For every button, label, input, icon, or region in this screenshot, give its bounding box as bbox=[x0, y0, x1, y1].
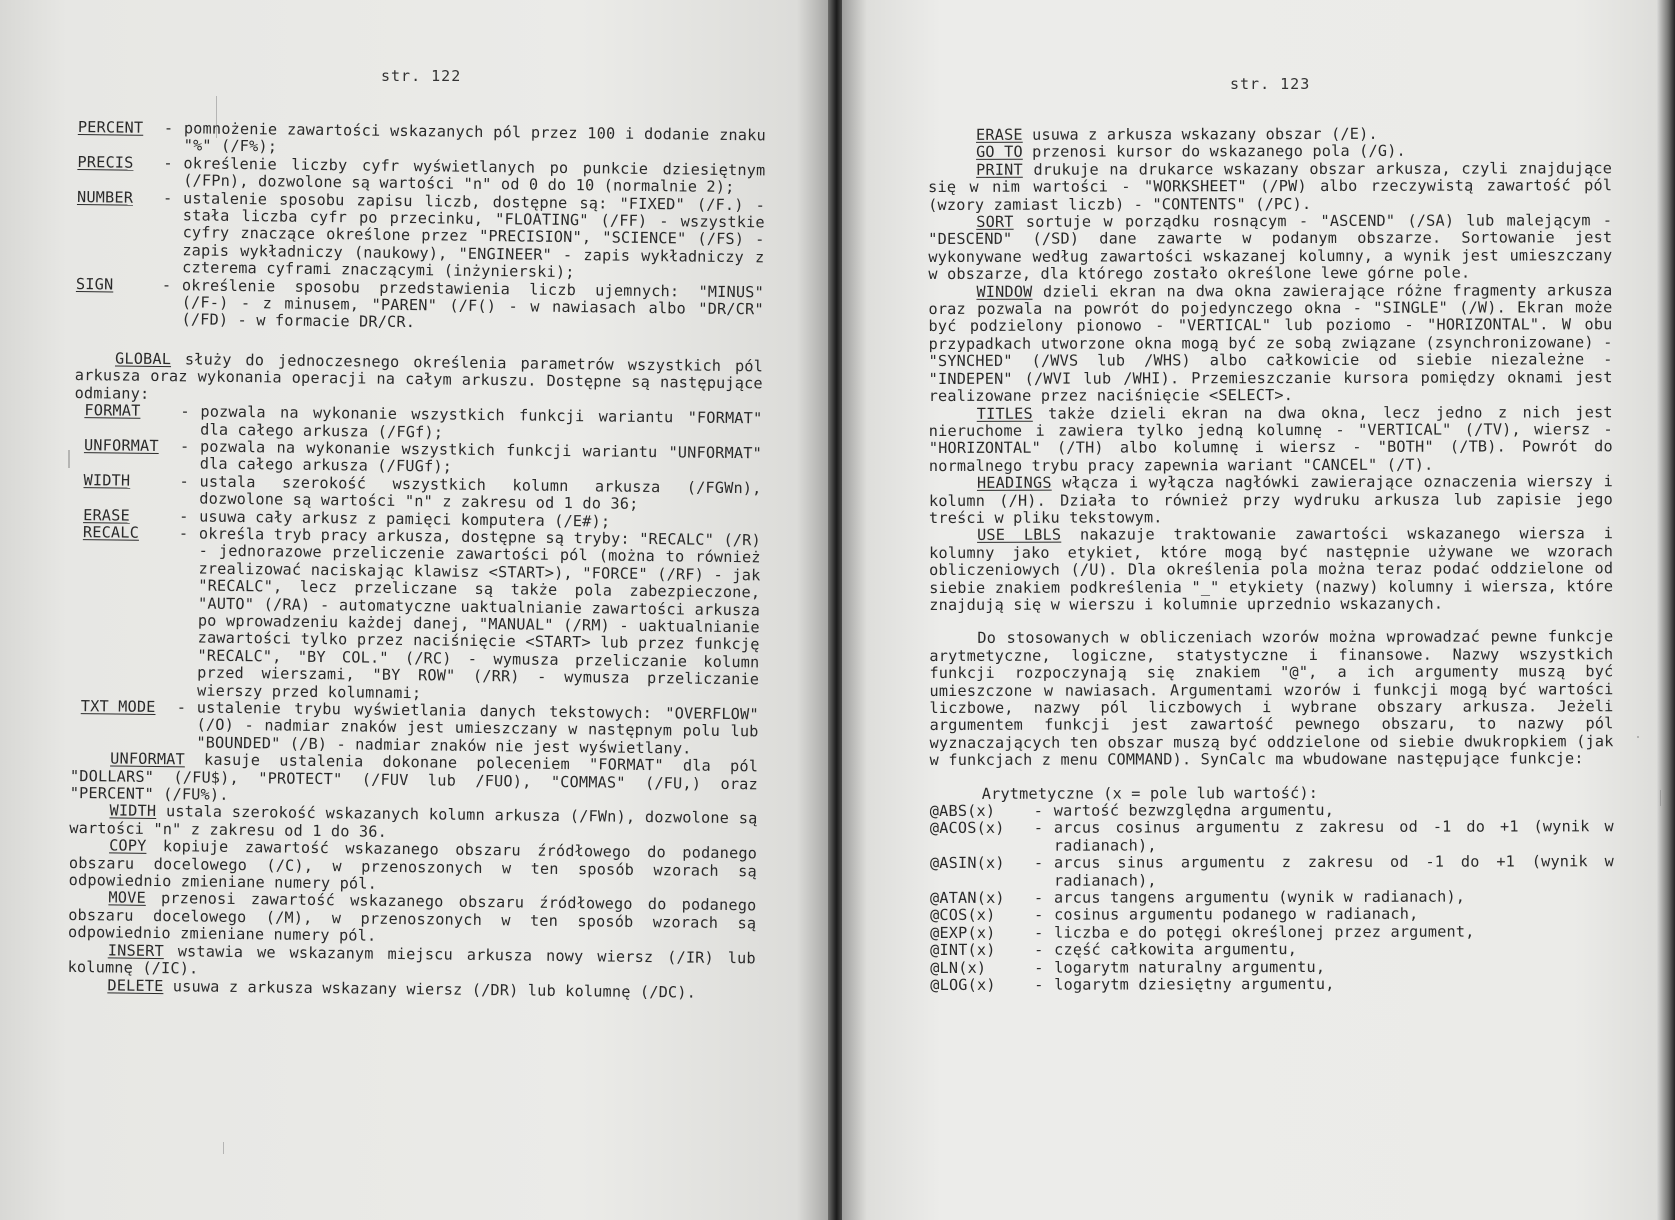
global-option-term: ERASE bbox=[83, 505, 130, 525]
function-description: logarytm dziesiętny argumentu, bbox=[1054, 975, 1335, 994]
global-option-description: pozwala na wykonanie wszystkich funkcji wariantu "FORMAT" dla całego arkusza (/FGf); bbox=[200, 402, 763, 441]
definition-term: PRECIS bbox=[77, 152, 134, 172]
dash: - bbox=[1034, 975, 1044, 994]
scan-mark bbox=[1637, 736, 1639, 738]
command-text: kasuje ustalenia dokonane poleceniem "FORMAT" dla pól "DOLLARS" (/FU$), "PROTECT" (/FUV lub /FUO), "COMMAS" (/FU,) oraz "PERCENT" (/FU%). bbox=[69, 750, 759, 804]
dash: - bbox=[1033, 819, 1044, 838]
global-option-row bbox=[81, 524, 761, 706]
definition-term: NUMBER bbox=[76, 187, 134, 207]
command-term: INSERT bbox=[107, 941, 165, 960]
left-page-number: str. 122 bbox=[381, 67, 462, 85]
dash: - bbox=[176, 698, 187, 717]
command-text: dzieli ekran na dwa okna zawierające różne fragmenty arkusza oraz pozwala na powrót do pojedynczego okna - "SINGLE" (/W). Ekran może być podzielony pionowo - "VERTICAL" lub poziomo - "HORIZONTAL". W obu przypadkach utworzone okna mogą być ze sobą związane (zsynchronizowane) - "SYNCHED" (/WVS lub /WHS) albo całkowicie od siebie niezależne - "INDEPEN" (/WVI lub /WHI). Przemieszczanie kursora pomiędzy oknami jest realizowane przez naciśnięcie <SELECT>. bbox=[928, 280, 1613, 406]
command-text: drukuje na drukarce wskazany obszar arkusza, czyli znajdujące się w nim wartości - "WORKSHEET" (/PW) albo rzeczywistą zawartość pól (wzory zamiast liczb) - "CONTENTS" (/PC). bbox=[928, 159, 1613, 214]
function-name: @ACOS(x) bbox=[929, 819, 1005, 838]
command-term: USE LBLS bbox=[977, 525, 1062, 545]
definition-row bbox=[75, 276, 764, 337]
command-text: usuwa z arkusza wskazany wiersz (/DR) lub kolumnę (/DC). bbox=[172, 976, 697, 1002]
dash: - bbox=[161, 275, 172, 294]
function-description: liczba e do potęgi określonej przez argument, bbox=[1054, 922, 1475, 942]
scan-mark bbox=[68, 450, 70, 468]
functions-heading: Arytmetyczne (x = pole lub wartość): bbox=[981, 783, 1319, 803]
function-description: wartość bezwzględna argumentu, bbox=[1053, 800, 1335, 820]
dash: - bbox=[178, 524, 189, 543]
function-description: arcus sinus argumentu z zakresu od -1 do +1 (wynik w radianach), bbox=[1053, 852, 1614, 890]
command-term: WINDOW bbox=[976, 282, 1033, 301]
definition-description: określenie sposobu przedstawienia liczb ujemnych: "MINUS" (/F-) - z minusem, "PAREN" (/F() - w nawiasach albo "DR/CR" (/FD) - w formacie DR/CR. bbox=[181, 275, 765, 332]
dash: - bbox=[1034, 923, 1044, 942]
right-page-content bbox=[928, 125, 1614, 994]
function-name: @COS(x) bbox=[930, 906, 996, 925]
definition-description: ustalenie sposobu zapisu liczb, dostępne są: "FIXED" (/F.) - stała liczba cyfr po przecinku, "FLOATING" (/FF) - wszystkie cyfry znaczące określone przez "PRECISION", "SCIENCE" (/FS) - zapis wykładniczy (naukowy), "ENGINEER" - zapis wykładniczy z czterema cyframi znaczącymi (inżynierski); bbox=[182, 188, 766, 282]
function-row bbox=[930, 853, 1614, 890]
function-row bbox=[930, 975, 1614, 994]
function-row bbox=[930, 940, 1614, 959]
global-option-description: określa tryb pracy arkusza, dostępne są tryby: "RECALC" (/R) - jednorazowe przeliczenie zawartości pól (można to również zrealizować naciskając klawisz <START>), "FORCE" (/RF) - jak "RECALC", lecz przeliczane są także pola zabezpieczone, "AUTO" (/RA) - automatyczne uaktualnianie zawartości arkusza po wprowadzeniu każdej danej, "MANUAL" (/RM) - uaktualnianie zawartości tylko przez naciśnięcie <START> lub przez funkcję "RECALC", "BY COL." (/RC) - wymusza przeliczanie kolumn przed wierszami, "BY ROW" (/RR) - wymusza przeliczanie wierszy przed kolumnami; bbox=[196, 524, 762, 702]
command-text: kopiuje zawartość wskazanego obszaru źródłowego do podanego obszaru docelowego (/C), w przenoszonych w ten sposób wzorach są odpowiednio zmieniane numery pól. bbox=[68, 837, 758, 893]
command-term: WIDTH bbox=[109, 801, 157, 821]
command-term: UNFORMAT bbox=[110, 749, 186, 769]
global-option-term: TXT MODE bbox=[80, 697, 156, 716]
functions-paragraph: Do stosowanych w obliczeniach wzorów można wprowadzać pewne funkcje arytmetyczne, logiczne, statystyczne i finansowe. Nazwy wszystkich funkcji rozpoczynają się znakiem "@", a ich argumenty muszą być umieszczone w nawiasach. Argumentami wzorów i funkcji mogą być wartości liczbowe, nazwy pól liczbowych i wybrane obszary arkusza. Jeżeli argumentem funkcji jest zawartość pewnego obszaru, to nazwy pól wyznaczających ten obszar muszą być oddzielone od siebie dwukropkiem (jak w funkcjach z menu COMMAND). SynCalc ma wbudowane następujące funkcje: bbox=[929, 627, 1614, 770]
global-option-description: pozwala na wykonanie wszystkich funkcji wariantu "UNFORMAT" dla całego arkusza (/FUGf); bbox=[199, 437, 763, 476]
dash: - bbox=[1033, 888, 1044, 907]
function-name: @LN(x) bbox=[930, 958, 987, 977]
dash: - bbox=[1033, 801, 1044, 820]
command-term: GO TO bbox=[976, 143, 1023, 162]
global-option-description: usuwa cały arkusz z pamięci komputera (/E#); bbox=[199, 507, 611, 531]
dash: - bbox=[1034, 940, 1044, 960]
function-description: logarytm naturalny argumentu, bbox=[1054, 957, 1326, 977]
scan-mark bbox=[216, 96, 217, 138]
command-paragraph bbox=[68, 889, 757, 950]
command-text: nakazuje traktowanie zawartości wskazanego wiersza i kolumny jako etykiet, które mogą być następnie używane we wzorach obliczeniowych (/U). Dla określenia pola można teraz podać oddzielone od siebie znakiem podkreślenia "_" etykiety (nazwy) kolumny i wiersza, które znajdują się w wierszu i kolumnie uprzednio wskazanych. bbox=[929, 524, 1614, 614]
command-text: sortuje w porządku rosnącym - "ASCEND" (/SA) lub malejącym - "DESCEND" (/SD) dane zawarte w podanym obszarze. Sortowanie jest wykonywane według zawartości wskazanej kolumny, a wynik jest umieszczany w obszarze, dla którego zostało określone lewe górne pole. bbox=[928, 211, 1613, 284]
dash: - bbox=[179, 437, 190, 456]
dash: - bbox=[163, 153, 173, 172]
function-description: arcus cosinus argumentu z zakresu od -1 do +1 (wynik w radianach), bbox=[1053, 817, 1614, 855]
command-text: przenosi zawartość wskazanego obszaru źródłowego do podanego obszaru docelowego (/M), w przenoszonych w ten sposób wzorach są odpowiednio zmieniane numery pól. bbox=[67, 889, 757, 945]
command-term: SORT bbox=[976, 212, 1014, 231]
scan-mark bbox=[223, 1142, 224, 1154]
command-paragraph bbox=[928, 212, 1612, 283]
command-paragraph bbox=[928, 160, 1612, 214]
function-name: @EXP(x) bbox=[930, 923, 996, 942]
right-page-number: str. 123 bbox=[1230, 75, 1311, 93]
command-term: DELETE bbox=[107, 975, 164, 995]
global-option-row bbox=[80, 698, 759, 758]
global-option-term: WIDTH bbox=[83, 470, 131, 490]
dash: - bbox=[179, 506, 189, 525]
function-name: @ATAN(x) bbox=[929, 888, 1005, 908]
command-text: usuwa z arkusza wskazany obszar (/E). bbox=[1032, 124, 1378, 144]
function-name: @ASIN(x) bbox=[929, 854, 1005, 873]
function-description: cosinus argumentu podanego w radianach, bbox=[1054, 905, 1419, 925]
global-term: GLOBAL bbox=[114, 349, 172, 369]
dash: - bbox=[163, 119, 174, 138]
command-paragraph bbox=[929, 473, 1613, 527]
page-edge-shadow bbox=[1657, 0, 1675, 1220]
global-option-term: RECALC bbox=[82, 523, 140, 542]
left-page-content bbox=[67, 119, 766, 1002]
global-option-description: ustalenie trybu wyświetlania danych tekstowych: "OVERFLOW" (/O) - nadmiar znaków jest umieszczany w następnym polu lub "BOUNDED" (/B) - nadmiar znaków nie jest wyświetlany. bbox=[196, 698, 759, 758]
dash: - bbox=[179, 471, 190, 491]
dash: - bbox=[180, 402, 190, 421]
command-text: także dzieli ekran na dwa okna, lecz jedno z nich jest nieruchome i zawiera tylko jedną kolumnę - "VERTICAL" (/TV), wiersz - "HORIZONTAL" (/TH) albo kolumnę i wiersz - "BOTH" (/TB). Powrót do normalnego trybu pracy zapewnia wariant "CANCEL" (/T). bbox=[928, 402, 1613, 475]
function-name: @LOG(x) bbox=[930, 975, 996, 995]
command-text: ustala szerokość wskazanych kolumn arkusza (/FWn), dozwolone są wartości "n" z zakresu od 1 do 36. bbox=[69, 802, 758, 841]
command-text: wstawia we wskazanym miejscu arkusza nowy wiersz (/IR) lub kolumnę (/IC). bbox=[67, 941, 756, 978]
command-term: PRINT bbox=[976, 160, 1023, 179]
command-paragraph bbox=[929, 404, 1613, 475]
dash: - bbox=[1034, 906, 1044, 925]
definition-description: określenie liczby cyfr wyświetlanych po punkcie dziesiętnym (/FPn), dozwolone są wartości "n" od 0 do 10 (normalnie 2); bbox=[183, 154, 766, 197]
command-text: włącza i wyłącza nagłówki zawierające oznaczenia wierszy i kolumn (/H). Działa to również przy wydruku arkusza lub zapisie jego treści w pliku tekstowym. bbox=[928, 472, 1613, 527]
command-text: przenosi kursor do wskazanego pola (/G). bbox=[1032, 142, 1406, 162]
command-term: MOVE bbox=[108, 888, 146, 908]
definition-term: SIGN bbox=[75, 274, 114, 294]
definition-description: pomnożenie zawartości wskazanych pól przez 100 i dodanie znaku "%" (/F%); bbox=[183, 119, 766, 156]
command-paragraph bbox=[929, 526, 1613, 615]
function-name: @ABS(x) bbox=[929, 801, 996, 821]
function-description: arcus tangens argumentu (wynik w radianach), bbox=[1053, 887, 1466, 907]
command-term: COPY bbox=[109, 836, 147, 856]
scan-mark bbox=[1660, 790, 1661, 806]
function-name: @INT(x) bbox=[930, 941, 996, 960]
command-paragraph bbox=[928, 282, 1612, 406]
global-intro bbox=[75, 350, 764, 411]
definition-term: PERCENT bbox=[77, 118, 144, 137]
spacer bbox=[930, 768, 1614, 786]
command-term: TITLES bbox=[976, 404, 1033, 423]
dash: - bbox=[1034, 958, 1044, 977]
command-term: HEADINGS bbox=[976, 473, 1052, 492]
function-row bbox=[930, 906, 1614, 925]
definition-row bbox=[76, 189, 765, 284]
dash: - bbox=[162, 188, 173, 207]
global-option-description: ustala szerokość wszystkich kolumn arkusza (/FGWn), dozwolone są wartości "n" z zakresu od 1 do 36; bbox=[199, 472, 762, 514]
function-description: część całkowita argumentu, bbox=[1054, 940, 1298, 959]
dash: - bbox=[1033, 853, 1044, 872]
global-option-term: UNFORMAT bbox=[83, 436, 159, 455]
global-option-term: FORMAT bbox=[84, 401, 141, 420]
global-options-list bbox=[80, 402, 762, 758]
command-term: ERASE bbox=[975, 125, 1023, 144]
function-row bbox=[930, 819, 1614, 856]
global-text: służy do jednoczesnego określenia parametrów wszystkich pól arkusza oraz wykonania operacji na całym arkuszu. Dostępne są następujące odmiany: bbox=[74, 350, 764, 403]
left-page bbox=[0, 0, 830, 1220]
